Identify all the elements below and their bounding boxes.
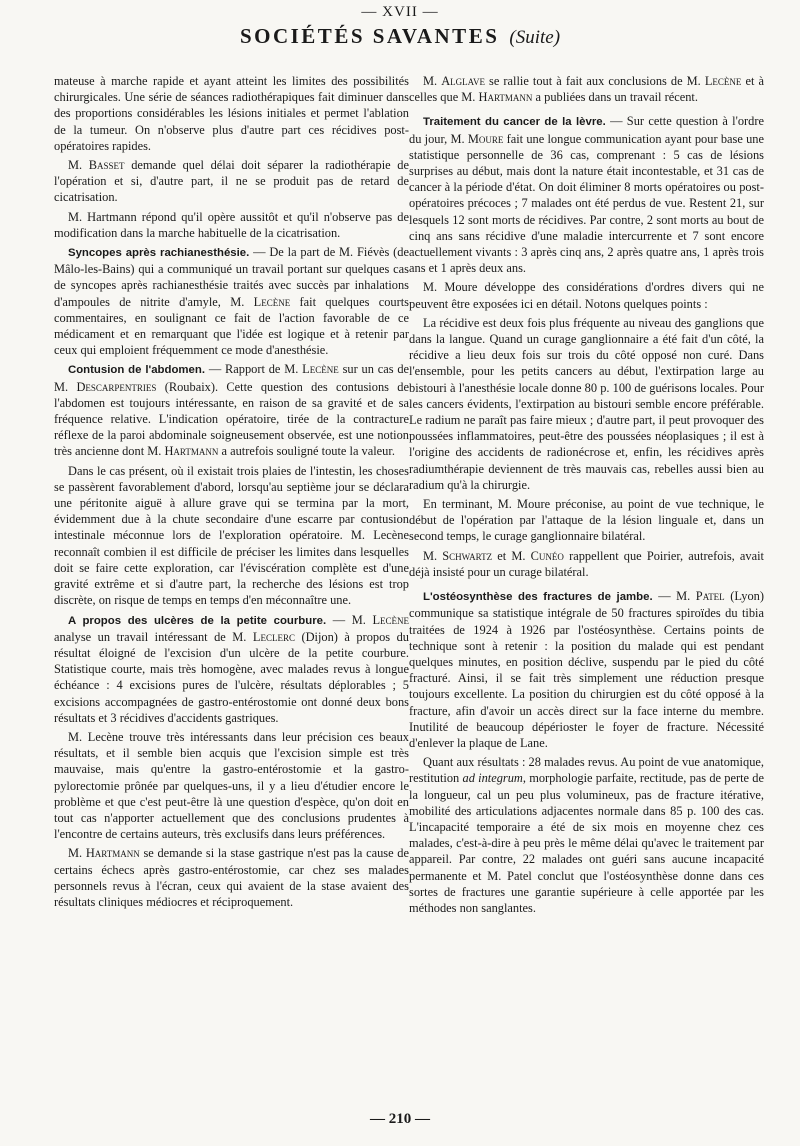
person-name: Alglave	[441, 74, 485, 88]
person-name: Lecène	[302, 362, 339, 377]
paragraph-text: fait quelques courts commentaires, en soulignant ce fait de l'action favorable de ce médicament et en remarquant que l'idée est logique et à retenir par ceux qui emploient fréquemment ce mode d'anesthésie.	[54, 294, 409, 358]
paragraph-text: , morphologie parfaite, rectitude, pas de perte de la longueur, cal un peu plus volumineux, pas de fracture itérative, mobilité des articulations adjacentes normale dans 85 p. 100 des cas. L'incapacité temporaire a été de six mois en moyenne chez ces malades, c'est-à-dire à peu près le même délai qu'avec le traitement par appareil. Par contre, 22 malades ont guéri sans aucune incapacité permanente et M. Patel conclut que l'ostéosynthèse donne dans ces sortes de fractures une garantie supérieure à celle apportée par les méthodes non sanglantes.	[409, 771, 764, 915]
section-syncopes	[54, 244, 409, 358]
person-name: Patel	[695, 589, 725, 604]
paragraph	[409, 73, 764, 105]
person-name: Leclerc	[252, 629, 295, 644]
paragraph	[54, 845, 409, 910]
paragraph: M. Moure développe des considérations d'ordres divers qui ne peuvent être exposées ici en détail. Notons quelques points :	[409, 280, 764, 311]
running-head	[0, 24, 800, 49]
paragraph-text: — M.	[332, 612, 366, 627]
paragraph-text: fait une longue communication ayant pour base une statistique personnelle de 36 cas, comprenant : 5 cas de lésions surprises au début, mais dont la nature était incontestable, et 31 cas de cancer à la période d'état. On doit éliminer 8 morts opératoires ou post-opératoires précoces ; 7 malades ont été perdus de vue. Restent 21, sur lesquels 12 sont morts de récidives. Par contre, 2 sont morts au bout de cinq ans sans récidive d'une maladie intercurrente et 7 sont encore actuellement vivants : 3 après cinq ans, 2 après quatre ans, 1 après trois ans et 1 après deux ans.	[409, 131, 764, 276]
section-heading: Syncopes après rachianesthésie.	[68, 247, 250, 260]
person-name: Schwartz	[442, 548, 493, 563]
person-name: Hartmann	[85, 846, 140, 861]
paragraph: La récidive est deux fois plus fréquente au niveau des ganglions que dans la langue. Quand un curage ganglionnaire a été fait d'un côté, la récidive a lieu deux fois sur trois du côté opposé non curé. Dans l'ensemble, pour les petits cancers au début, l'extirpation large au bistouri à l'anesthésie locale donne 80 p. 100 de guérisons locales. Pour les cancers évidents, l'extirpation au bistouri semble encore préférable. Le radium ne paraît pas faire mieux ; d'autre part, il peut provoquer des poussées inflammatoires, peut-être des poussées néoplasiques ; il est à l'origine des accidents de radionécrose et, enfin, les récidives après radiumthérapie deviennent de très mauvais cas, rebelles aussi bien au radium qu'à la chirurgie.	[409, 315, 764, 492]
paragraph-text: (Roubaix). Cette question des contusions de l'abdomen est toujours intéressante, en raison de sa gravité et de sa fréquence relative. L'indication opératoire, tirée de la contracture réflexe de la paroi abdominale soigneusement observée, est une notion très ancienne dont M.	[54, 379, 409, 459]
section-heading: Traitement du cancer de la lèvre.	[423, 116, 606, 129]
paragraph-text: a autrefois souligné toute la valeur.	[221, 444, 395, 459]
paragraph-text: Quant aux résultats : 28 malades revus. Au point de vue anatomique, restitution	[409, 755, 764, 786]
paragraph: Dans le cas présent, où il existait trois plaies de l'intestin, les choses se passèrent favorablement d'abord, lorsqu'au septième jour se déclara une péritonite aiguë à allure grave qui se termina par la mort, évidemment due à la chute secondaire d'une escarre par contusion intestinale méconnue lors de l'exploration opératoire. M. Lecène reconnaît combien il est difficile de préciser les limites dans lesquelles doit se faire cette exploration, car l'éviscération complète est d'une gravité extrême et si d'autre part, la recherche des lésions est trop discrète, on risque de temps en temps d'en méconnaître une.	[54, 463, 409, 608]
paragraph-text: M.	[423, 74, 438, 88]
person-name: Moure	[467, 131, 504, 146]
section-heading: Contusion de l'abdomen.	[68, 364, 206, 377]
left-column	[54, 73, 409, 913]
paragraph-text: M.	[68, 846, 83, 861]
paragraph	[54, 157, 409, 206]
paragraph-text: et à celles que M.	[409, 74, 764, 105]
paragraph: mateuse à marche rapide et ayant atteint les limites des possibilités chirurgicales. Une série de séances radiothérapiques fait diminuer dans des proportions considérables les lésions initiales et permet l'ablation de la tumeur. On n'observe plus d'autre part ces récidives post-opératoires rapides.	[54, 74, 409, 153]
paragraph: M. Hartmann répond qu'il opère aussitôt et qu'il n'observe pas de modification dans la marche habituelle de la cicatrisation.	[54, 209, 409, 240]
paragraph-text: rappellent que Poirier, autrefois, avait déjà insisté pour un curage bilatéral.	[409, 548, 764, 579]
person-name: Lecène	[253, 294, 291, 309]
section-title: SOCIÉTÉS SAVANTES	[239, 24, 500, 48]
paragraph-text: se demande si la stase gastrique n'est pas la cause de certains échecs après gastro-entérostomie, car chez ses malades personnels revus à l'écran, ceux qui avaient de la stase avaient des résultats cliniques médiocres et réciproquement.	[54, 846, 409, 909]
roman-folio: — XVII —	[361, 4, 439, 20]
paragraph: M. Lecène trouve très intéressants dans leur précision ces beaux résultats, et il semble bien acquis que l'excision simple est très mauvaise, mais qu'entre la gastro-entérostomie et la gastro-pylorectomie prônée par quelques-uns, il y a lieu d'étudier encore le problème et que c'est peut-être là une question d'espèce, qu'on doit en tout cas n'apporter actuellement que des conclusions prudentes à l'encontre de certains auteurs, très exclusifs dans leurs préférences.	[54, 729, 409, 842]
section-osteosynthese	[409, 588, 764, 751]
person-name: Hartmann	[164, 444, 219, 459]
section-heading: L'ostéosynthèse des fractures de jambe.	[423, 591, 653, 604]
paragraph-text: — De la part de M. Fiévès (de Mâlo-les-Bains) qui a communiqué un travail portant sur quelques cas de syncopes après rachianesthésie traités avec succès par inhalations d'ampoules de nitrite d'amyle, M.	[54, 245, 409, 309]
person-name: M. Basset	[68, 158, 125, 173]
paragraph-text: demande quel délai doit séparer la radiothérapie de l'opération et si, d'autre part, il ne se produit pas de retard de cicatrisation.	[54, 158, 410, 205]
person-name: Hartmann	[478, 90, 533, 105]
paragraph: En terminant, M. Moure préconise, au point de vue technique, le début de l'opération par l'attaque de la lésion linguale et, dans un second temps, le curage ganglionnaire bilatéral.	[409, 497, 764, 544]
latin-phrase: ad integrum	[462, 771, 523, 786]
person-name: Lecène	[372, 612, 410, 627]
paragraph-text: — M.	[658, 589, 691, 604]
person-name: Descarpentries	[76, 379, 157, 394]
paragraph-text: sur un cas de M.	[54, 362, 410, 394]
right-column	[409, 73, 764, 919]
paragraph-text: — Rapport de M.	[208, 362, 299, 377]
section-subtitle: (Suite)	[509, 27, 561, 48]
paragraph	[409, 754, 764, 916]
paragraph-text: (Lyon) communique sa statistique intégrale de 50 fractures spiroïdes du tibia traitées de 1924 à 1926 par l'ostéosynthèse. Certains points de technique sont à retenir : la position du malade qui est pendant quelques minutes, en position déclive, suspendu par le pied du côté fracturé. Ainsi, il se fait très simplement une réduction presque toujours excellente. La position du chirurgien est du côté opposé à la fracture, afin d'avoir un accès direct sur la face interne du membre. Inutilité de beaucoup dépérioster le foyer de fracture. Nécessité d'enlever la plaque de Lane.	[409, 589, 764, 750]
paragraph-text: (Dijon) à propos du résultat éloigné de l'excision d'un ulcère de la petite courbure. Statistique courte, mais très homogène, avec malades revus à longue échéance : 4 excisions pures de l'ulcère, résultats déplorables ; 5 excisions accompagnées de gastro-entérostomie ont donné deux bons résultats et 3 récidives d'accidents gastriques.	[54, 629, 409, 725]
page-number: — 210 —	[370, 1111, 430, 1127]
section-contusion	[54, 361, 409, 459]
paragraph-text: se rallie tout à fait aux conclusions de M.	[489, 74, 701, 88]
paragraph-text: — Sur cette question à l'ordre du jour, M.	[409, 114, 764, 146]
section-heading: A propos des ulcères de la petite courbure.	[68, 614, 327, 627]
paragraph-text: analyse un travail intéressant de M.	[54, 629, 247, 644]
paragraph-text: M.	[423, 548, 438, 563]
paragraph-text: et M.	[497, 548, 526, 563]
section-cancer-levre	[409, 113, 764, 276]
section-ulceres	[54, 612, 409, 726]
person-name: Lecène	[704, 74, 742, 88]
paragraph-text: a publiées dans un travail récent.	[535, 90, 698, 105]
person-name: Cunéo	[530, 548, 564, 563]
paragraph	[409, 548, 764, 580]
